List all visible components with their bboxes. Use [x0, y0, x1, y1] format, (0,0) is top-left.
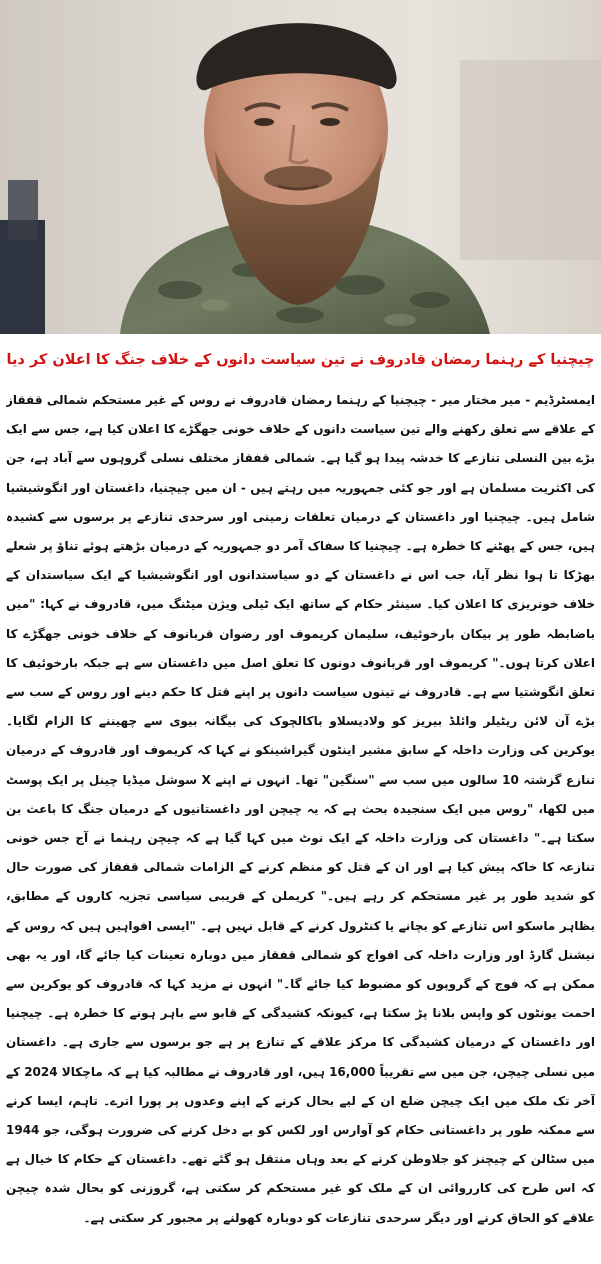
- headline: چیچنیا کے رہنما رمضان قادروف نے تین سیاست دانوں کے خلاف جنگ کا اعلان کر دیا: [6, 352, 595, 368]
- article-body: ایمسٹرڈیم - میر مختار میر - چیچنیا کے رہنما رمضان قادروف نے روس کے غیر مستحکم شمالی قفقاز کے علاقے سے تعلق رکھنے والے تین سیاست دانوں کے خلاف خونی جھگڑے کا اعلان کیا ہے، جس سے ایک بڑے بین النسلی تنازعے کا خدشہ پیدا ہو گیا ہے۔ شمالی قفقاز مختلف نسلی گروہوں سے آباد ہے، جن کی اکثریت مسلمان ہے اور جو کئی جمہوریہ میں رہتے ہیں - ان میں چیچنیا، داغستان اور انگوشیشیا شامل ہیں۔ چیچنیا اور داغستان کے درمیان تعلقات زمینی اور سرحدی تنازعے پر برسوں سے کشیدہ ہیں، جس کے پھٹنے کا خطرہ ہے۔ چیچنیا کا سفاک آمر دو جمہوریہ کے درمیان بڑھتے ہوئے تناؤ پر شعلے بھڑکا تا ہوا نظر آیا، جب اس نے داغستان کے دو سیاستدانوں اور انگوشیشیا کے ایک سیاستدان کے خلاف خونریزی کا اعلان کیا۔ سینئر حکام کے ساتھ ایک ٹیلی ویژن میٹنگ میں، قادروف نے کہا: "میں باضابطہ طور پر بیکان بارخوئیف، سلیمان کریموف اور رضوان قربانوف کے خلاف خونی جھگڑے کا اعلان کرتا ہوں۔" کریموف اور قربانوف دونوں کا تعلق اصل میں داغستان سے ہے جبکہ بارخوئیف کا تعلق انگوشتیا سے ہے۔ قادروف نے تینوں سیاست دانوں پر اپنے قتل کا حکم دینے اور روس کے سب سے بڑے آن لائن ریٹیلر وائلڈ بیریز کو ولادیسلاو باکالچوک کی بیگانہ بیوی سے چھیننے کا الزام لگایا۔ یوکرین کی وزارت داخلہ کے سابق مشیر اینٹون گیراشینکو نے کہا کہ کریموف اور قادروف کے درمیان تنازع گزشتہ 10 سالوں میں سب سے "سنگین" تھا۔ انہوں نے اپنے X سوشل میڈیا چینل پر ایک پوسٹ میں لکھا، "روس میں ایک سنجیدہ بحث ہے کہ یہ چیچن اور داغستانیوں کے درمیان جنگ کا باعث بن سکتا ہے۔" داغستان کی وزارت داخلہ کے ایک نوٹ میں کہا گیا ہے کہ چیچن رہنما نے آج جس خونی تنازعہ کا خاکہ پیش کیا ہے اور ان کے قتل کو منظم کرنے کے الزامات شمالی قفقاز کی صورت حال کو شدید طور پر غیر مستحکم کر رہے ہیں۔" کریملن کے قریبی سیاسی تجزیہ کاروں کے مطابق، بظاہر ماسکو اس تنازعے کو بچانے یا کنٹرول کرنے کے قابل نہیں ہے۔ "ایسی افواہیں ہیں کہ روس کے نیشنل گارڈ اور وزارت داخلہ کی افواج کو شمالی قفقاز میں دوبارہ تعینات کیا جائے گا، اور یہ بھی ممکن ہے کہ فوج کے گروپوں کو مضبوط کیا جائے گا۔" انہوں نے مزید کہا کہ قادروف کو یوکرین سے احمت یونٹوں کو واپس بلانا پڑ سکتا ہے، کیونکہ کشیدگی کے قابو سے باہر ہونے کا خطرہ ہے۔ چیچنیا اور داغستان کے درمیان کشیدگی کا مرکز علاقے کے تنازع پر ہے جو برسوں سے جاری ہے۔ داغستان میں نسلی چیچن، جن میں سے تقریباً 16,000 ہیں، اور قادروف نے مطالبہ کیا ہے کہ ماچکالا 2024 کے آخر تک ملک میں ایک چیچن ضلع ان کے لیے بحال کرنے کے اپنے وعدوں پر پورا اترے۔ تاہم، ایسا کرنے سے ممکنہ طور پر داغستانی حکام کو آوارس اور لکس کو بے دخل کرنے کی ضرورت ہوگی، جو 1944 میں سٹالن کے چیچنز کو جلاوطن کرنے کے بعد وہاں منتقل ہو گئے تھے۔ داغستان کے حکام کا خیال ہے کہ اس طرح کی کارروائی ان کے ملک کو غیر مستحکم کر سکتی ہے، گروزنی کو بحال شدہ چیچن علاقے کو الحاق کرنے اور دیگر سرحدی تنازعات کو دوبارہ کھولنے پر مجبور کر سکتی ہے۔: [6, 393, 595, 1225]
- article-photo: [0, 0, 601, 334]
